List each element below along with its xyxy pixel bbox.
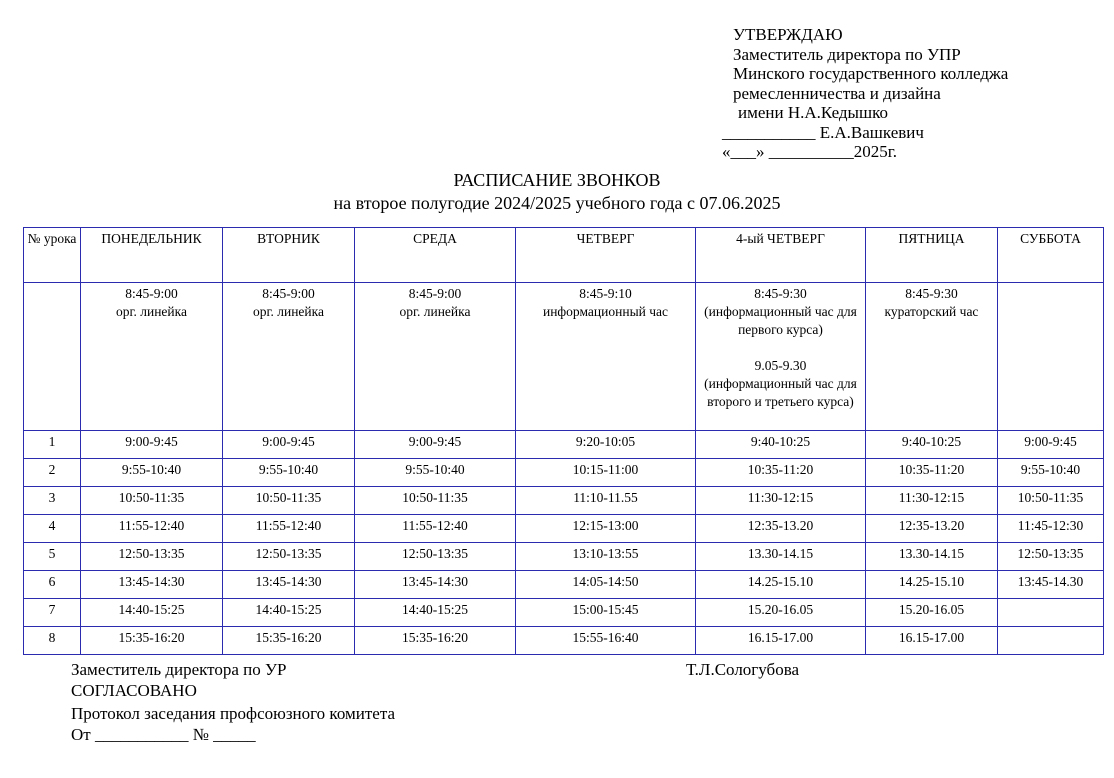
approval-block	[722, 25, 1008, 162]
table-cell: 13:45-14:30	[81, 571, 223, 599]
table-row	[24, 431, 1104, 459]
footer-from-line: От ___________ № _____	[71, 725, 256, 744]
header-cell-number: № урока	[24, 228, 81, 283]
table-cell: 9:20-10:05	[516, 431, 696, 459]
table-cell: 9:55-10:40	[998, 459, 1104, 487]
table-cell: 14:05-14:50	[516, 571, 696, 599]
table-cell	[998, 599, 1104, 627]
table-cell: 12:15-13:00	[516, 515, 696, 543]
table-cell: 11:30-12:15	[696, 487, 866, 515]
header-cell-friday: ПЯТНИЦА	[866, 228, 998, 283]
table-cell: 10:15-11:00	[516, 459, 696, 487]
table-cell: 11:55-12:40	[355, 515, 516, 543]
table-cell: 9:55-10:40	[223, 459, 355, 487]
table-header-row	[24, 228, 1104, 283]
lesson-number: 5	[24, 543, 81, 571]
table-row	[24, 459, 1104, 487]
table-cell: 15:55-16:40	[516, 627, 696, 655]
table-row	[24, 599, 1104, 627]
table-cell: 13:45-14.30	[998, 571, 1104, 599]
table-cell: 13:45-14:30	[355, 571, 516, 599]
pre-cell-monday: 8:45-9:00 орг. линейка	[81, 283, 223, 431]
table-cell: 12:35-13.20	[696, 515, 866, 543]
table-cell: 13:10-13:55	[516, 543, 696, 571]
table-cell: 10:50-11:35	[998, 487, 1104, 515]
pre-cell-thursday: 8:45-9:10 информационный час	[516, 283, 696, 431]
table-cell: 14.25-15.10	[696, 571, 866, 599]
table-cell: 10:50-11:35	[81, 487, 223, 515]
table-row	[24, 571, 1104, 599]
table-cell: 15:00-15:45	[516, 599, 696, 627]
lesson-number: 3	[24, 487, 81, 515]
table-cell: 15:35-16:20	[355, 627, 516, 655]
table-cell: 11:55-12:40	[81, 515, 223, 543]
table-cell: 13.30-14.15	[696, 543, 866, 571]
document-subtitle: на второе полугодие 2024/2025 учебного года с 07.06.2025	[333, 193, 781, 213]
lesson-number: 4	[24, 515, 81, 543]
header-cell-saturday: СУББОТА	[998, 228, 1104, 283]
lesson-number: 1	[24, 431, 81, 459]
table-cell: 15.20-16.05	[696, 599, 866, 627]
header-cell-monday: ПОНЕДЕЛЬНИК	[81, 228, 223, 283]
pre-lesson-row	[24, 283, 1104, 431]
table-cell: 9:55-10:40	[81, 459, 223, 487]
lesson-number: 6	[24, 571, 81, 599]
table-row	[24, 515, 1104, 543]
table-cell: 14:40-15:25	[355, 599, 516, 627]
table-cell: 12:50-13:35	[355, 543, 516, 571]
lesson-number: 8	[24, 627, 81, 655]
table-cell: 9:55-10:40	[355, 459, 516, 487]
footer-deputy-title: Заместитель директора по УР	[71, 660, 287, 679]
table-cell: 12:35-13.20	[866, 515, 998, 543]
table-cell: 10:50-11:35	[355, 487, 516, 515]
header-cell-wednesday: СРЕДА	[355, 228, 516, 283]
table-cell: 16.15-17.00	[696, 627, 866, 655]
table-row	[24, 543, 1104, 571]
approval-heading: УТВЕРЖДАЮ	[733, 25, 843, 44]
footer-protocol: Протокол заседания профсоюзного комитета	[71, 704, 396, 723]
table-cell: 9:00-9:45	[223, 431, 355, 459]
table-cell: 12:50-13:35	[998, 543, 1104, 571]
table-cell: 13.30-14.15	[866, 543, 998, 571]
table-cell: 11:45-12:30	[998, 515, 1104, 543]
table-row	[24, 627, 1104, 655]
table-cell: 16.15-17.00	[866, 627, 998, 655]
table-cell: 11:10-11.55	[516, 487, 696, 515]
pre-cell-friday: 8:45-9:30 кураторский час	[866, 283, 998, 431]
header-cell-thursday: ЧЕТВЕРГ	[516, 228, 696, 283]
pre-cell-tuesday: 8:45-9:00 орг. линейка	[223, 283, 355, 431]
table-cell: 15:35-16:20	[223, 627, 355, 655]
pre-cell-4th-thursday: 8:45-9:30 (информационный час для первого курса) 9.05-9.30 (информационный час для второго и третьего курса)	[696, 283, 866, 431]
table-cell: 10:35-11:20	[696, 459, 866, 487]
table-row	[24, 487, 1104, 515]
footer-agreed: СОГЛАСОВАНО	[71, 681, 197, 700]
table-cell: 9:00-9:45	[355, 431, 516, 459]
approval-date: «___» __________2025г.	[722, 142, 898, 161]
lesson-number: 7	[24, 599, 81, 627]
table-cell: 9:40-10:25	[866, 431, 998, 459]
approval-organization-2: ремесленничества и дизайна	[733, 83, 941, 103]
table-cell	[998, 627, 1104, 655]
table-cell: 9:00-9:45	[998, 431, 1104, 459]
table-cell: 14:40-15:25	[223, 599, 355, 627]
header-cell-tuesday: ВТОРНИК	[223, 228, 355, 283]
table-cell: 10:50-11:35	[223, 487, 355, 515]
pre-cell-saturday	[998, 283, 1104, 431]
pre-cell-wednesday: 8:45-9:00 орг. линейка	[355, 283, 516, 431]
lesson-number: 2	[24, 459, 81, 487]
table-cell: 13:45-14:30	[223, 571, 355, 599]
table-cell: 12:50-13:35	[223, 543, 355, 571]
table-cell: 9:00-9:45	[81, 431, 223, 459]
table-cell: 9:40-10:25	[696, 431, 866, 459]
table-cell: 15:35-16:20	[81, 627, 223, 655]
table-cell: 15.20-16.05	[866, 599, 998, 627]
document-title: РАСПИСАНИЕ ЗВОНКОВ	[453, 170, 661, 190]
table-cell: 11:30-12:15	[866, 487, 998, 515]
table-cell: 10:35-11:20	[866, 459, 998, 487]
approval-signature: ___________ Е.А.Вашкевич	[722, 122, 924, 142]
table-cell: 11:55-12:40	[223, 515, 355, 543]
pre-cell-number	[24, 283, 81, 431]
table-cell: 14:40-15:25	[81, 599, 223, 627]
footer-deputy-name: Т.Л.Сологубова	[686, 660, 800, 679]
table-cell: 14.25-15.10	[866, 571, 998, 599]
bell-schedule-table	[23, 227, 1104, 655]
approval-organization-3: имени Н.А.Кедышко	[738, 103, 888, 122]
approval-organization: Минского государственного колледжа	[733, 64, 1009, 83]
table-cell: 12:50-13:35	[81, 543, 223, 571]
header-cell-4th-thursday: 4-ый ЧЕТВЕРГ	[696, 228, 866, 283]
approval-position: Заместитель директора по УПР	[733, 44, 961, 64]
